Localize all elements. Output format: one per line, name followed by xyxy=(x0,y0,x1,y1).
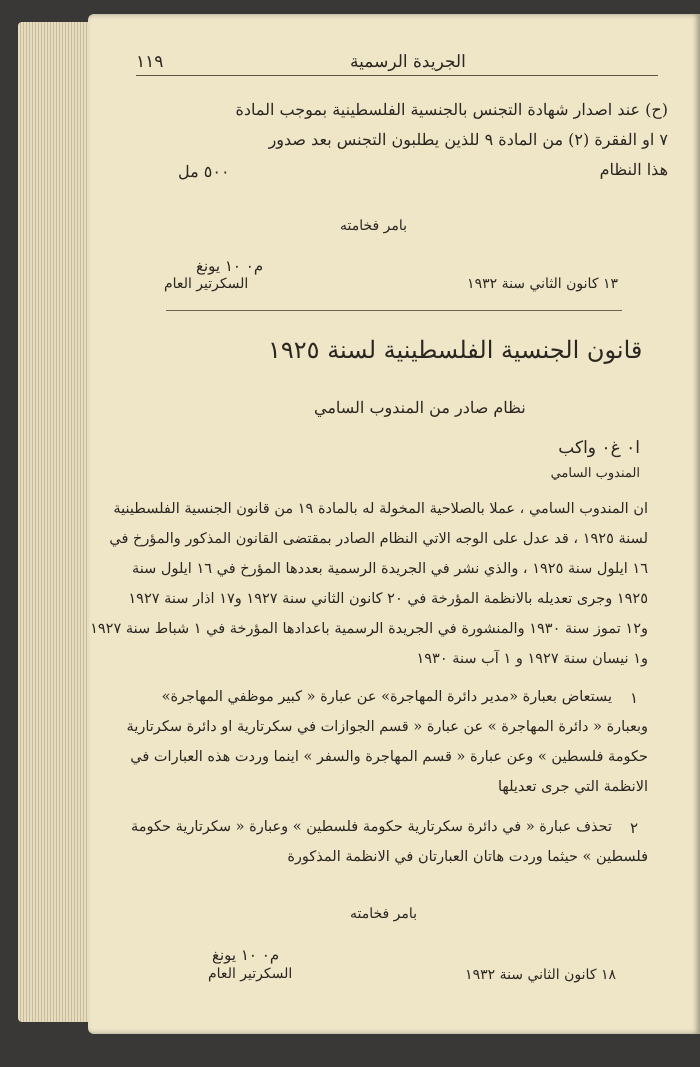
section-separator xyxy=(166,310,622,311)
preamble-line-5: و١٢ تموز سنة ١٩٣٠ والمنشورة في الجريدة الرسمية باعدادها المؤرخة في ١ شباط سنة ١٩٢٧ xyxy=(90,621,648,637)
article-1-line-2: وبعبارة « دائرة المهاجرة » عن عبارة « قسم الجوازات في سكرتارية او دائرة سكرتارية xyxy=(126,719,648,735)
signatory-role-2: السكرتير العام xyxy=(208,966,293,982)
signatory-name-2: م٠ ١٠ يونغ xyxy=(212,946,280,964)
page-header-title: الجريدة الرسمية xyxy=(350,52,466,72)
article-2-number: ٢ xyxy=(629,819,638,837)
header-rule xyxy=(136,75,658,76)
article-2-line-1: تحذف عبارة « في دائرة سكرتارية حكومة فلسطين » وعبارة « سكرتارية حكومة xyxy=(130,819,612,835)
item-h-line-2: ٧ او الفقرة (٢) من المادة ٩ للذين يطلبون التجنس بعد صدور xyxy=(268,130,668,149)
by-order-1: بامر فخامته xyxy=(340,218,408,234)
preamble-line-3: ١٦ ايلول سنة ١٩٢٥ ، والذي نشر في الجريدة الرسمية بعددها المؤرخ في ١٦ ايلول سنة xyxy=(132,561,648,577)
signatory-name-1: م٠ ١٠ يونغ xyxy=(196,257,264,275)
date-2: ١٨ كانون الثاني سنة ١٩٣٢ xyxy=(465,967,616,983)
date-1: ١٣ كانون الثاني سنة ١٩٣٢ xyxy=(467,276,618,292)
law-title: قانون الجنسية الفلسطينية لسنة ١٩٢٥ xyxy=(268,336,643,364)
commissioner-title: المندوب السامي xyxy=(550,466,640,481)
item-h-line-3: هذا النظام xyxy=(599,160,668,179)
preamble-line-2: لسنة ١٩٢٥ ، قد عدل على الوجه الاتي النظام الصادر بمقتضى القانون المذكور والمؤرخ في xyxy=(109,531,648,547)
commissioner-name: ا٠ غ٠ واكب xyxy=(558,438,640,458)
article-2-line-2: فلسطين » حيثما وردت هاتان العبارتان في الانظمة المذكورة xyxy=(287,849,648,865)
preamble-line-6: و١ نيسان سنة ١٩٢٧ و ١ آب سنة ١٩٣٠ xyxy=(416,651,648,667)
page-edge-stack xyxy=(18,22,98,1022)
document-page xyxy=(88,14,700,1034)
law-subtitle: نظام صادر من المندوب السامي xyxy=(314,398,526,417)
page-number: ١١٩ xyxy=(136,52,164,72)
fee-amount: ٥٠٠ مل xyxy=(178,162,230,181)
signatory-role-1: السكرتير العام xyxy=(164,276,249,292)
preamble-line-4: ١٩٢٥ وجرى تعديله بالانظمة المؤرخة في ٢٠ كانون الثاني سنة ١٩٢٧ و١٧ اذار سنة ١٩٢٧ xyxy=(128,591,648,607)
article-1-line-3: حكومة فلسطين » وعن عبارة « قسم المهاجرة والسفر » اينما وردت هذه العبارات في xyxy=(130,749,648,765)
preamble-line-1: ان المندوب السامي ، عملا بالصلاحية المخولة له بالمادة ١٩ من قانون الجنسية الفلسطينية xyxy=(113,501,648,517)
article-1-line-4: الانظمة التي جرى تعديلها xyxy=(497,779,648,795)
item-h-line-1: (ح) عند اصدار شهادة التجنس بالجنسية الفلسطينية بموجب المادة xyxy=(235,100,668,119)
by-order-2: بامر فخامته xyxy=(350,906,418,922)
article-1-number: ١ xyxy=(629,689,638,707)
article-1-line-1: يستعاض بعبارة «مدير دائرة المهاجرة» عن عبارة « كبير موظفي المهاجرة» xyxy=(161,689,612,705)
